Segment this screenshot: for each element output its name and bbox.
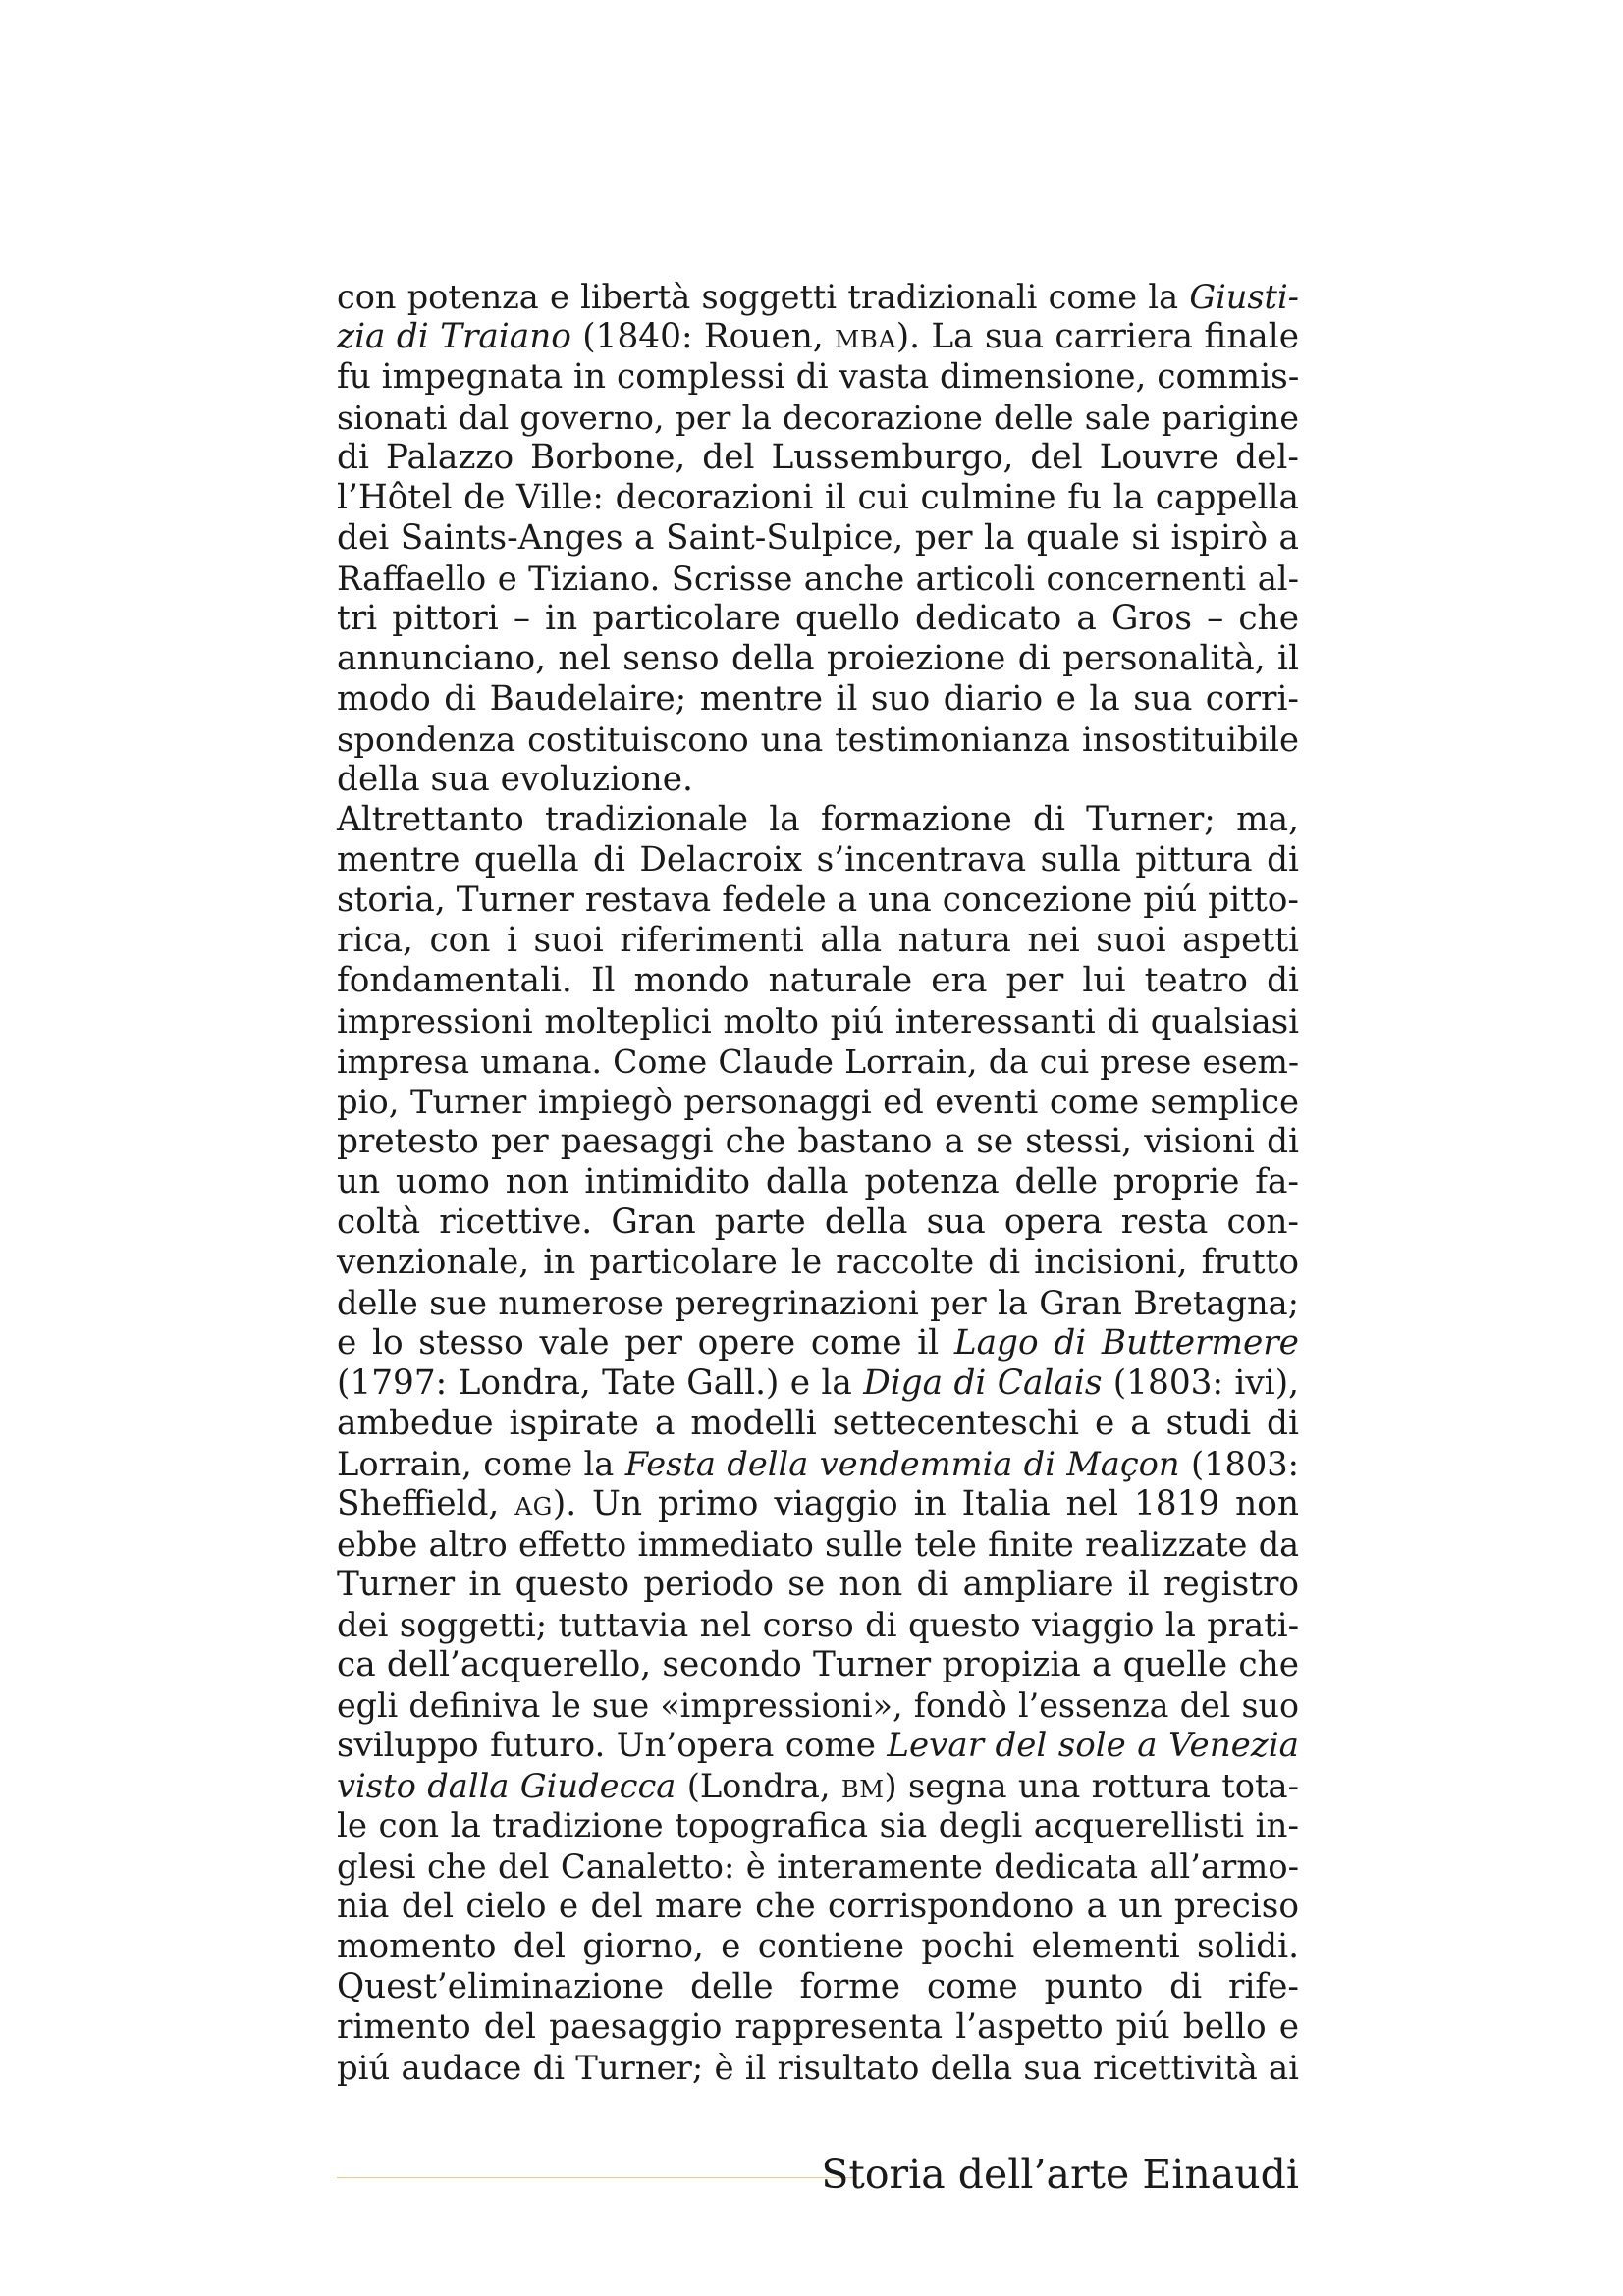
text-segment: sionati dal governo, per la decorazione delle sale parigine [337,399,1299,437]
italic-title: Levar del sole a Venezia [887,1726,1299,1765]
text-segment: l’Hôtel de Ville: decorazioni il cui culmine fu la cappella [337,478,1299,517]
abbreviation: MBA [835,325,896,353]
text-line [337,1484,1299,1524]
text-line [337,1967,1299,2007]
text-segment: Quest’eliminazione delle forme come punto di rife- [337,1967,1299,2006]
text-line [337,881,1299,921]
text-segment: rica, con i suoi riferimenti alla natura nei suoi aspetti [337,921,1299,960]
text-line [337,438,1299,478]
text-line [337,961,1299,1001]
text-segment: ebbe altro effetto immediato sulle tele finite realizzate da [337,1525,1299,1564]
text-segment: (1797: Londra, Tate Gall.) e la [337,1363,864,1403]
text-segment: (1840: Rouen, [570,317,836,356]
text-segment: (1803: [1179,1445,1299,1483]
text-segment: (1803: ivi), [1102,1363,1299,1403]
footer-title: Storia dell’arte Einaudi [821,2151,1299,2198]
text-segment: e lo stesso vale per opere come il [337,1323,954,1362]
text-line [337,1846,1299,1887]
italic-title: Giusti- [1189,278,1299,316]
text-line [337,1645,1299,1685]
text-line [337,2007,1299,2048]
text-segment: fondamentali. Il mondo naturale era per lui teatro di [337,961,1299,1000]
text-segment: annunciano, nel senso della proiezione di personalità, il [337,639,1299,678]
text-segment: dei Saints-Anges a Saint-Sulpice, per la quale si ispirò a [337,518,1299,558]
text-segment: fu impegnata in complessi di vasta dimensione, commis- [337,357,1300,397]
text-segment: Altrettanto tradizionale la formazione di Turner; ma, [337,800,1299,839]
footer-rule [337,2177,857,2178]
text-segment: di Palazzo Borbone, del Lussemburgo, del Louvre del- [337,438,1299,477]
text-segment: impressioni molteplici molto piú interessanti di qualsiasi [337,1002,1299,1041]
text-line [337,1404,1299,1444]
text-line [337,679,1299,720]
text-line [337,1565,1299,1605]
text-segment: modo di Baudelaire; mentre il suo diario e la sua corri- [337,679,1299,719]
text-line [337,1444,1299,1484]
text-line [337,1605,1299,1645]
text-segment: egli definiva le sue «impressioni», fondò l’essenza del suo [337,1686,1299,1725]
italic-title: zia di Traiano [337,317,571,356]
text-segment: dei soggetti; tuttavia nel corso di questo viaggio la prati- [337,1606,1299,1644]
text-line [337,518,1299,559]
text-line [337,2048,1299,2088]
text-line [337,277,1299,317]
text-segment: Raffaello e Tiziano. Scrisse anche articoli concernenti al- [337,560,1299,598]
text-line [337,921,1299,961]
text-line [337,1726,1299,1766]
text-line [337,639,1299,679]
text-segment: un uomo non intimidito dalla potenza delle proprie fa- [337,1162,1299,1201]
text-segment: spondenza costituiscono una testimonianza insostituibile [337,721,1299,759]
text-line [337,559,1299,599]
text-segment: ). Un primo viaggio in Italia nel 1819 non [552,1484,1299,1523]
text-segment: delle sue numerose peregrinazioni per la Gran Bretagna; [337,1284,1299,1322]
text-segment: Lorrain, come la [337,1445,625,1483]
text-segment: glesi che del Canaletto: è interamente dedicata all’armo- [337,1847,1299,1886]
text-line [337,1806,1299,1846]
text-line [337,1243,1299,1283]
text-segment: piú audace di Turner; è il risultato della sua ricettività ai [337,2049,1299,2087]
text-line [337,720,1299,760]
text-segment: impresa umana. Come Claude Lorrain, da cui prese esem- [337,1042,1299,1081]
text-segment: storia, Turner restava fedele a una concezione piú pitto- [337,881,1299,920]
text-line [337,1283,1299,1323]
text-segment: della sua evoluzione. [337,760,693,799]
text-line [337,1001,1299,1041]
text-segment: coltà ricettive. Gran parte della sua opera resta con- [337,1202,1299,1242]
text-segment: venzionale, in particolare le raccolte di incisioni, frutto [337,1243,1299,1282]
text-line [337,599,1299,639]
text-segment: sviluppo futuro. Un’opera come [337,1726,888,1765]
text-line [337,1202,1299,1243]
text-segment: pretesto per paesaggi che bastano a se stessi, visioni di [337,1122,1299,1161]
text-line [337,1887,1299,1927]
text-segment: tri pittori – in particolare quello dedicato a Gros – che [337,599,1299,638]
text-segment: ). La sua carriera finale [895,317,1299,356]
text-line [337,1363,1299,1404]
text-line [337,1766,1299,1806]
italic-title: visto dalla Giudecca [337,1767,676,1805]
abbreviation: BM [840,1775,885,1803]
text-segment: le con la tradizione topografica sia degli acquerellisti in- [337,1806,1299,1845]
text-line [337,1122,1299,1162]
text-line [337,840,1299,881]
text-segment: momento del giorno, e contiene pochi elementi solidi. [337,1927,1299,1966]
text-line [337,760,1299,800]
text-segment: Turner in questo periodo se non di ampliare il registro [337,1565,1299,1604]
text-line [337,1323,1299,1363]
text-line [337,1927,1299,1967]
text-segment: (Londra, [676,1767,841,1805]
text-line [337,398,1299,438]
text-line [337,1041,1299,1082]
text-line [337,1524,1299,1565]
italic-title: Festa della vendemmia di Maçon [624,1445,1180,1483]
text-line [337,478,1299,518]
text-line [337,800,1299,840]
text-segment: ambedue ispirate a modelli settecenteschi e a studi di [337,1404,1299,1443]
text-line [337,1162,1299,1202]
text-segment: mentre quella di Delacroix s’incentrava sulla pittura di [337,840,1299,880]
text-segment: pio, Turner impiegò personaggi ed eventi come semplice [337,1083,1299,1121]
text-line [337,317,1299,357]
text-segment: con potenza e libertà soggetti tradizionali come la [337,278,1190,316]
text-line [337,1685,1299,1726]
text-segment: ) segna una rottura tota- [884,1767,1299,1805]
abbreviation: AG [514,1492,553,1521]
text-segment: nia del cielo e del mare che corrispondono a un preciso [337,1887,1299,1926]
text-segment: ca dell’acquerello, secondo Turner propizia a quelle che [337,1645,1299,1684]
italic-title: Diga di Calais [863,1363,1103,1403]
text-segment: Sheffield, [337,1484,515,1523]
text-segment: rimento del paesaggio rappresenta l’aspetto piú bello e [337,2007,1299,2047]
text-line [337,1082,1299,1122]
text-line [337,357,1299,398]
body-text [337,277,1299,2088]
italic-title: Lago di Buttermere [953,1323,1299,1362]
